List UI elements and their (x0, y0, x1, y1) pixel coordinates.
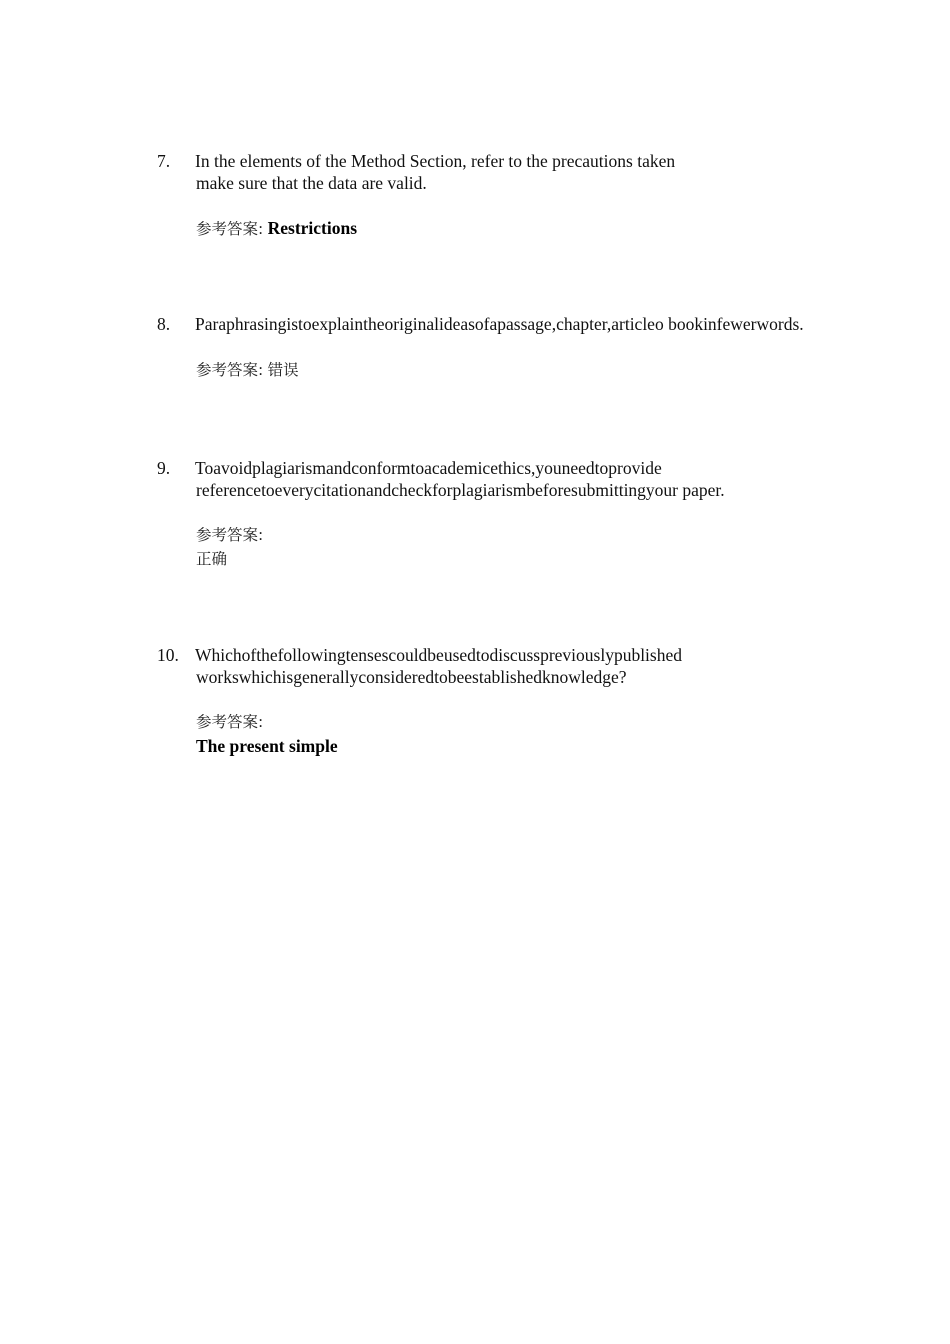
answer-block (157, 710, 877, 758)
question-text: Paraphrasingistoexplaintheoriginalideasofapassage,chapter,articleo bookinfewerwords. (195, 314, 804, 334)
answer-block (157, 523, 877, 571)
question-line (157, 313, 877, 335)
answer-value: The present simple (196, 736, 338, 756)
answer-label: 参考答案: (196, 713, 264, 731)
answer-label: 参考答案: (196, 220, 264, 238)
answer-block (157, 357, 877, 382)
question-number: 9. (157, 458, 171, 478)
question-number: 10. (157, 645, 179, 665)
question-9 (157, 457, 877, 571)
answer-label: 参考答案: (196, 526, 264, 544)
question-10 (157, 644, 877, 758)
answer-label: 参考答案: (196, 361, 264, 379)
answer-value: Restrictions (267, 218, 358, 238)
answer-value: 正确 (196, 550, 228, 568)
question-text: In the elements of the Method Section, refer to the precautions taken (195, 151, 676, 171)
question-line (157, 150, 877, 172)
answer-block (157, 216, 877, 241)
question-line (157, 457, 877, 479)
question-7 (157, 150, 877, 241)
question-text-continued: referencetoeverycitationandcheckforplagiarismbeforesubmittingyour paper. (196, 480, 725, 500)
question-text: Whichofthefollowingtensescouldbeusedtodiscusspreviouslypublished (195, 645, 683, 665)
question-line (157, 644, 877, 666)
question-text-continued: workswhichisgenerallyconsideredtobeestablishedknowledge? (196, 667, 627, 687)
question-number: 7. (157, 151, 171, 171)
question-number: 8. (157, 314, 171, 334)
question-text-continued: make sure that the data are valid. (196, 173, 427, 193)
question-8 (157, 313, 877, 382)
question-text: Toavoidplagiarismandconformtoacademicethics,youneedtoprovide (195, 458, 662, 478)
answer-value: 错误 (267, 361, 299, 379)
